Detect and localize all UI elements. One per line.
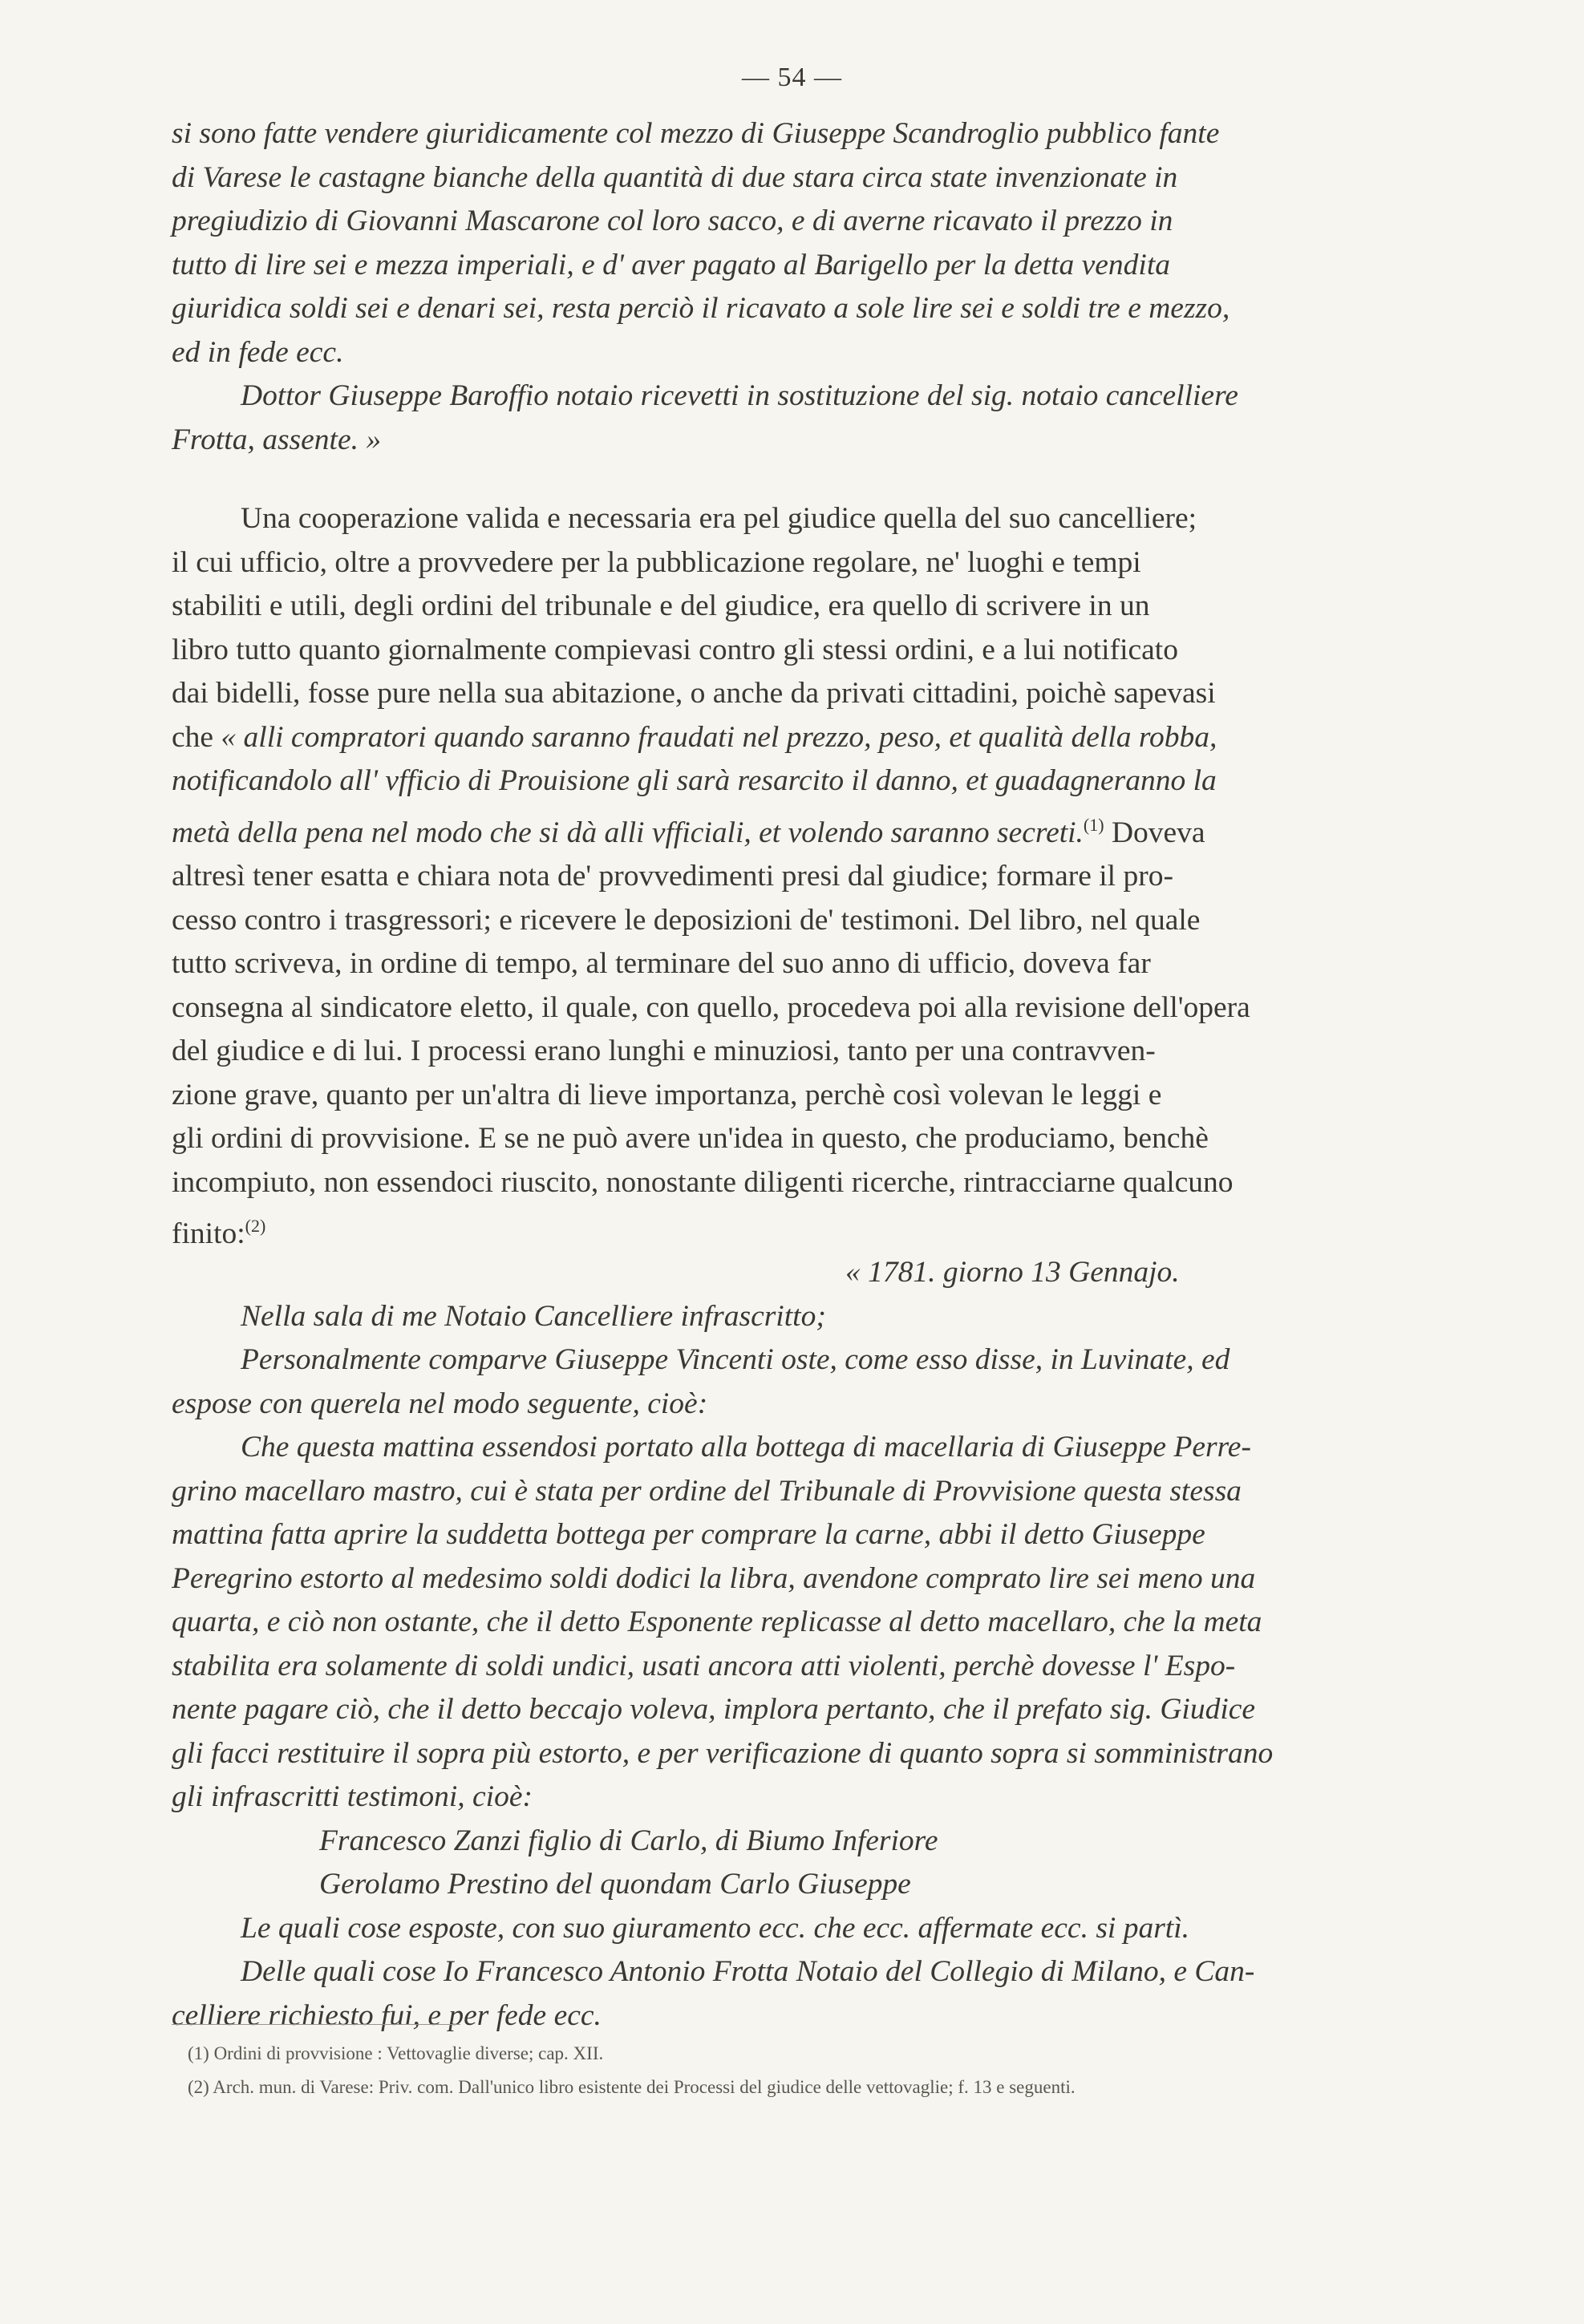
quoted-process-record — [172, 1251, 1463, 2038]
text-line: Peregrino estorto al medesimo soldi dodici la libra, avendone comprato lire sei meno una — [172, 1561, 1256, 1595]
text-line: stabilita era solamente di soldi undici, usati ancora atti violenti, perchè dovesse l' Espo- — [172, 1649, 1236, 1682]
text-line: altresì tener esatta e chiara nota de' provvedimenti presi dal giudice; formare il pro- — [172, 860, 1173, 893]
text-line: si sono fatte vendere giuridicamente col mezzo di Giuseppe Scandroglio pubblico fante — [172, 117, 1220, 150]
text-line — [172, 804, 1463, 856]
text-line: tutto scriveva, in ordine di tempo, al terminare del suo anno di ufficio, doveva far — [172, 947, 1151, 980]
text-line: gli facci restituire il sopra più estorto, e per verificazione di quanto sopra si somministrano — [172, 1736, 1274, 1770]
footnote-ref-1: (1) — [1083, 814, 1104, 835]
text-line: Che questa mattina essendosi portato alla bottega di macellaria di Giuseppe Perre- — [241, 1431, 1251, 1464]
text-line: Personalmente comparve Giuseppe Vincenti oste, come esso disse, in Luvinate, ed — [241, 1343, 1230, 1376]
text-line: gli ordini di provvisione. E se ne può avere un'idea in questo, che produciamo, benchè — [172, 1122, 1209, 1155]
text-span: che — [172, 720, 214, 754]
quoted-text: « alli compratori quando saranno fraudati nel prezzo, peso, et qualità della robba, — [221, 720, 1217, 754]
text-line: Delle quali cose Io Francesco Antonio Frotta Notaio del Collegio di Milano, e Can- — [241, 1955, 1255, 1988]
text-line: zione grave, quanto per un'altra di lieve importanza, perchè così volevan le leggi e — [172, 1078, 1162, 1111]
text-line: gli infrascritti testimoni, cioè: — [172, 1780, 533, 1813]
footnotes — [172, 2037, 1463, 2104]
text-line: quarta, e ciò non ostante, che il detto Esponente replicasse al detto macellaro, che la meta — [172, 1605, 1262, 1638]
text-line: il cui ufficio, oltre a provvedere per la pubblicazione regolare, ne' luoghi e tempi — [172, 545, 1141, 579]
text-line — [172, 716, 1463, 760]
text-span: Doveva — [1104, 816, 1205, 849]
text-line: consegna al sindicatore eletto, il quale, con quello, procedeva poi alla revisione dell'opera — [172, 990, 1250, 1024]
signature-line: Dottor Giuseppe Baroffio notaio ricevetti in sostituzione del sig. notaio cancelliere — [241, 379, 1238, 412]
text-line: Nella sala di me Notaio Cancelliere infrascritto; — [241, 1299, 826, 1333]
text-line: libro tutto quanto giornalmente compievasi contro gli stessi ordini, e a lui notificato — [172, 633, 1178, 666]
text-line: stabiliti e utili, degli ordini del tribunale e del giudice, era quello di scrivere in un — [172, 589, 1150, 622]
quoted-document-continuation — [172, 112, 1463, 462]
text-line: giuridica soldi sei e denari sei, resta perciò il ricavato a sole lire sei e soldi tre e mezzo, — [172, 292, 1230, 325]
text-line: Una cooperazione valida e necessaria era pel giudice quella del suo cancelliere; — [241, 502, 1197, 535]
text-line: tutto di lire sei e mezza imperiali, e d' aver pagato al Barigello per la detta vendita — [172, 248, 1170, 281]
text-span: finito: — [172, 1217, 245, 1250]
text-line: pregiudizio di Giovanni Mascarone col loro sacco, e di averne ricavato il prezzo in — [172, 204, 1173, 237]
text-line: celliere richiesto fui, e per fede ecc. — [172, 1998, 602, 2032]
footnote-1: (1) Ordini di provvisione : Vettovaglie diverse; cap. XII. — [188, 2043, 604, 2063]
body-paragraph — [172, 497, 1463, 1257]
text-line: grino macellaro mastro, cui è stata per ordine del Tribunale di Provvisione questa stessa — [172, 1474, 1242, 1508]
text-line: ed in fede ecc. — [172, 335, 344, 369]
text-line: incompiuto, non essendoci riuscito, nonostante diligenti ricerche, rintracciarne qualcuno — [172, 1165, 1234, 1199]
signature-line: Frotta, assente. » — [172, 423, 382, 456]
text-line: cesso contro i trasgressori; e ricevere le deposizioni de' testimoni. Del libro, nel quale — [172, 903, 1201, 937]
text-line: mattina fatta aprire la suddetta bottega per comprare la carne, abbi il detto Giuseppe — [172, 1518, 1205, 1551]
quoted-text: metà della pena nel modo che si dà alli vfficiali, et volendo saranno secreti. — [172, 816, 1084, 849]
text-line: di Varese le castagne bianche della quantità di due stara circa state invenzionate in — [172, 160, 1178, 194]
record-date: « 1781. giorno 13 Gennajo. — [845, 1256, 1180, 1289]
footnote-2: (2) Arch. mun. di Varese: Priv. com. Dall'unico libro esistente dei Processi del giudice delle vettovaglie; f. 13 e seguenti. — [188, 2077, 1076, 2097]
text-line: espose con querela nel modo seguente, cioè: — [172, 1387, 708, 1420]
text-line: nente pagare ciò, che il detto beccajo voleva, implora pertanto, che il prefato sig. Giudice — [172, 1693, 1256, 1726]
footnote-ref-2: (2) — [245, 1216, 266, 1236]
text-line: Le quali cose esposte, con suo giuramento ecc. che ecc. affermate ecc. si partì. — [241, 1911, 1190, 1945]
quoted-text-line: notificandolo all' vfficio di Prouisione gli sarà resarcito il danno, et guadagneranno la — [172, 764, 1217, 797]
text-line — [172, 1205, 1463, 1257]
witness-line: Gerolamo Prestino del quondam Carlo Giuseppe — [319, 1868, 911, 1901]
witness-line: Francesco Zanzi figlio di Carlo, di Biumo Inferiore — [319, 1824, 938, 1857]
footnote-divider — [172, 2024, 460, 2025]
page-number: — 54 — — [742, 63, 842, 92]
text-line: dai bidelli, fosse pure nella sua abitazione, o anche da privati cittadini, poichè sapevasi — [172, 677, 1216, 710]
text-line: del giudice e di lui. I processi erano lunghi e minuziosi, tanto per una contravven- — [172, 1034, 1156, 1067]
